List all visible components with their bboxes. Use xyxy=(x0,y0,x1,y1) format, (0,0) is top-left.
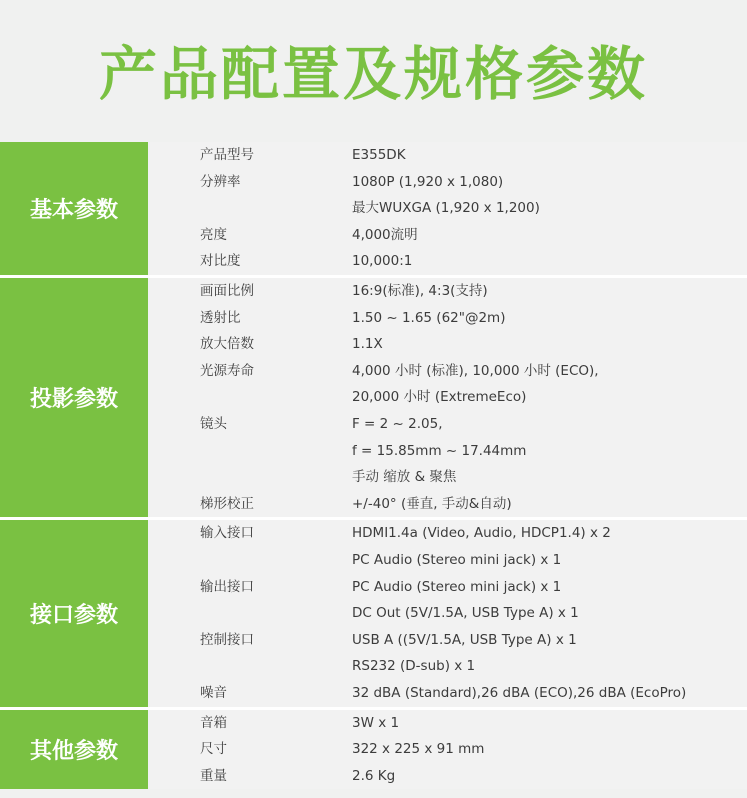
spec-value: f = 15.85mm ~ 17.44mm xyxy=(352,442,527,459)
spec-value: 手动 缩放 & 聚焦 xyxy=(352,469,457,486)
spec-value: PC Audio (Stereo mini jack) x 1 xyxy=(352,551,562,568)
spec-label: 镜头 xyxy=(200,416,227,432)
spec-label: 透射比 xyxy=(200,309,241,326)
spec-label: 光源寿命 xyxy=(200,362,254,379)
spec-label: 对比度 xyxy=(200,253,241,270)
spec-label: 噪音 xyxy=(200,684,227,701)
spec-value: HDMI1.4a (Video, Audio, HDCP1.4) x 2 xyxy=(352,525,611,542)
spec-value: 16:9(标准), 4:3(支持) xyxy=(352,283,488,299)
spec-value: USB A ((5V/1.5A, USB Type A) x 1 xyxy=(352,631,577,648)
category-label: 其他参数 xyxy=(0,710,148,790)
spec-label: 尺寸 xyxy=(200,741,227,758)
category-label: 基本参数 xyxy=(0,142,148,275)
spec-value: RS232 (D-sub) x 1 xyxy=(352,658,476,675)
spec-label: 亮度 xyxy=(200,226,227,243)
spec-value: PC Audio (Stereo mini jack) x 1 xyxy=(352,578,562,595)
category-label: 投影参数 xyxy=(0,278,148,517)
spec-label: 画面比例 xyxy=(200,283,254,299)
spec-value: 4,000 小时 (标准), 10,000 小时 (ECO), xyxy=(352,362,599,379)
spec-value: 最大WUXGA (1,920 x 1,200) xyxy=(352,200,540,217)
spec-label: 放大倍数 xyxy=(200,336,254,353)
spec-value: 3W x 1 xyxy=(352,714,400,731)
spec-section xyxy=(0,520,747,706)
spec-label: 产品型号 xyxy=(200,147,254,163)
spec-section xyxy=(0,278,747,517)
spec-label: 分辨率 xyxy=(200,173,241,190)
spec-label: 重量 xyxy=(200,767,227,784)
spec-value: 2.6 Kg xyxy=(352,767,396,784)
spec-value: 1.50 ~ 1.65 (62"@2m) xyxy=(352,309,506,326)
page-title: 产品配置及规格参数 xyxy=(98,40,648,108)
spec-value: 20,000 小时 (ExtremeEco) xyxy=(352,389,527,406)
spec-value: 1080P (1,920 x 1,080) xyxy=(352,173,504,190)
spec-label: 音箱 xyxy=(200,714,227,731)
spec-value: 10,000:1 xyxy=(352,253,413,270)
spec-label: 梯形校正 xyxy=(200,495,254,512)
spec-value: 32 dBA (Standard),26 dBA (ECO),26 dBA (EcoPro) xyxy=(352,684,687,701)
spec-value: +/-40° (垂直, 手动&自动) xyxy=(352,495,512,512)
spec-value: 4,000流明 xyxy=(352,226,418,243)
spec-value: F = 2 ~ 2.05, xyxy=(352,416,443,432)
category-label: 接口参数 xyxy=(0,520,148,706)
spec-value: DC Out (5V/1.5A, USB Type A) x 1 xyxy=(352,605,579,622)
spec-section xyxy=(0,142,747,275)
spec-value: E355DK xyxy=(352,147,406,163)
spec-value: 1.1X xyxy=(352,336,383,353)
spec-label: 输出接口 xyxy=(200,578,254,595)
spec-section xyxy=(0,710,747,790)
spec-label: 输入接口 xyxy=(200,525,254,542)
spec-label: 控制接口 xyxy=(200,631,254,648)
spec-value: 322 x 225 x 91 mm xyxy=(352,741,485,758)
